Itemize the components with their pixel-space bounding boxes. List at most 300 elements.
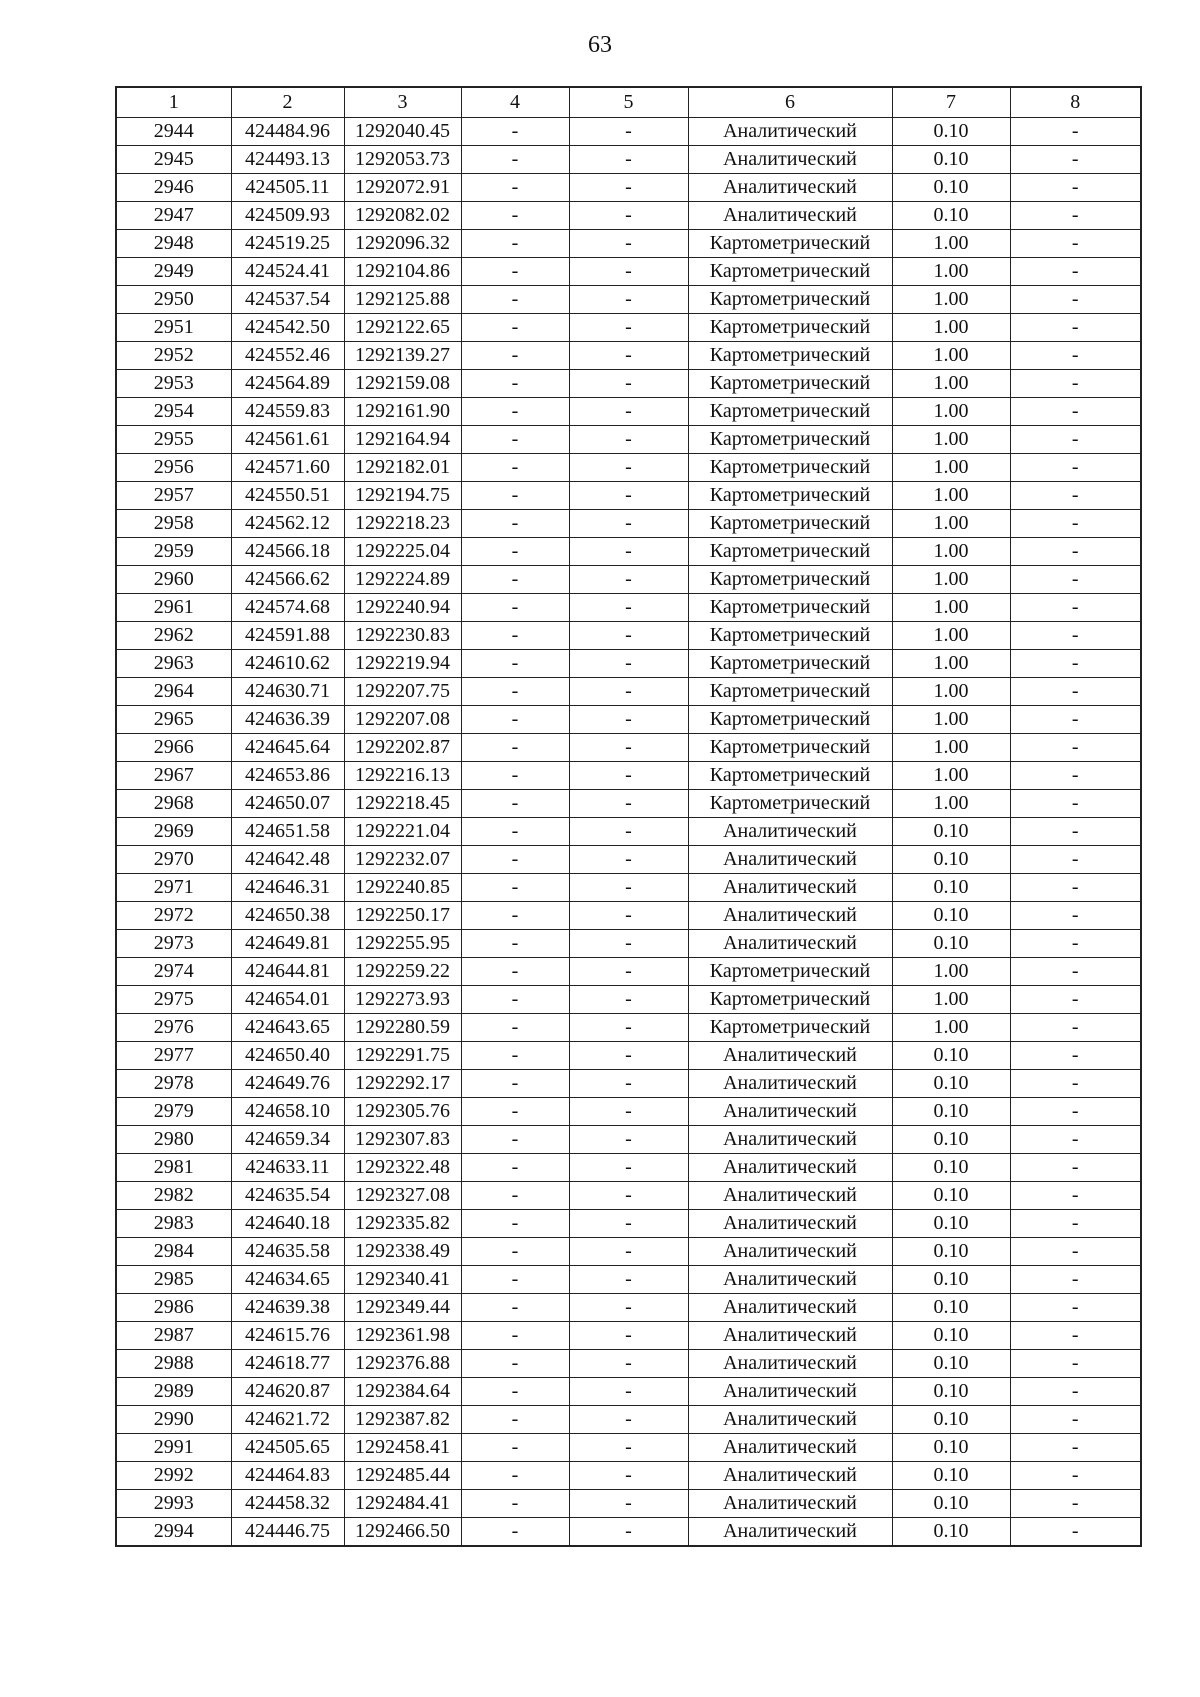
point-number-cell: 2976 [116, 1014, 231, 1042]
column-5-cell: - [569, 1490, 688, 1518]
method-cell: Аналитический [688, 146, 892, 174]
column-4-cell: - [461, 1350, 569, 1378]
column-5-cell: - [569, 174, 688, 202]
method-cell: Картометрический [688, 230, 892, 258]
table-row [116, 762, 1141, 790]
method-cell: Аналитический [688, 818, 892, 846]
y-coordinate-cell: 1292232.07 [344, 846, 461, 874]
column-4-cell: - [461, 454, 569, 482]
point-number-cell: 2956 [116, 454, 231, 482]
accuracy-cell: 1.00 [892, 762, 1010, 790]
point-number-cell: 2973 [116, 930, 231, 958]
table-row [116, 594, 1141, 622]
accuracy-cell: 0.10 [892, 146, 1010, 174]
column-4-cell: - [461, 1266, 569, 1294]
method-cell: Картометрический [688, 986, 892, 1014]
accuracy-cell: 1.00 [892, 398, 1010, 426]
column-8-cell: - [1010, 426, 1141, 454]
column-5-cell: - [569, 342, 688, 370]
y-coordinate-cell: 1292307.83 [344, 1126, 461, 1154]
column-4-cell: - [461, 790, 569, 818]
y-coordinate-cell: 1292466.50 [344, 1518, 461, 1547]
method-cell: Аналитический [688, 1462, 892, 1490]
y-coordinate-cell: 1292219.94 [344, 650, 461, 678]
column-5-cell: - [569, 930, 688, 958]
column-4-cell: - [461, 678, 569, 706]
y-coordinate-cell: 1292161.90 [344, 398, 461, 426]
method-cell: Картометрический [688, 454, 892, 482]
x-coordinate-cell: 424645.64 [231, 734, 344, 762]
column-4-cell: - [461, 902, 569, 930]
column-8-cell: - [1010, 314, 1141, 342]
y-coordinate-cell: 1292202.87 [344, 734, 461, 762]
table-row [116, 174, 1141, 202]
x-coordinate-cell: 424634.65 [231, 1266, 344, 1294]
method-cell: Аналитический [688, 118, 892, 146]
column-header: 1 [116, 87, 231, 118]
table-row [116, 790, 1141, 818]
column-8-cell: - [1010, 650, 1141, 678]
column-5-cell: - [569, 1182, 688, 1210]
point-number-cell: 2974 [116, 958, 231, 986]
table-row [116, 538, 1141, 566]
x-coordinate-cell: 424591.88 [231, 622, 344, 650]
accuracy-cell: 1.00 [892, 286, 1010, 314]
method-cell: Картометрический [688, 286, 892, 314]
table-row [116, 230, 1141, 258]
accuracy-cell: 1.00 [892, 1014, 1010, 1042]
column-8-cell: - [1010, 370, 1141, 398]
column-8-cell: - [1010, 286, 1141, 314]
column-8-cell: - [1010, 1042, 1141, 1070]
x-coordinate-cell: 424636.39 [231, 706, 344, 734]
y-coordinate-cell: 1292458.41 [344, 1434, 461, 1462]
column-4-cell: - [461, 846, 569, 874]
column-8-cell: - [1010, 510, 1141, 538]
accuracy-cell: 0.10 [892, 1238, 1010, 1266]
accuracy-cell: 1.00 [892, 594, 1010, 622]
point-number-cell: 2982 [116, 1182, 231, 1210]
x-coordinate-cell: 424615.76 [231, 1322, 344, 1350]
y-coordinate-cell: 1292387.82 [344, 1406, 461, 1434]
method-cell: Картометрический [688, 706, 892, 734]
y-coordinate-cell: 1292250.17 [344, 902, 461, 930]
table-row [116, 1462, 1141, 1490]
column-4-cell: - [461, 538, 569, 566]
x-coordinate-cell: 424509.93 [231, 202, 344, 230]
column-4-cell: - [461, 1518, 569, 1547]
y-coordinate-cell: 1292335.82 [344, 1210, 461, 1238]
point-number-cell: 2955 [116, 426, 231, 454]
column-5-cell: - [569, 398, 688, 426]
table-row [116, 482, 1141, 510]
table-row [116, 146, 1141, 174]
column-5-cell: - [569, 1042, 688, 1070]
column-5-cell: - [569, 1238, 688, 1266]
column-4-cell: - [461, 1406, 569, 1434]
accuracy-cell: 1.00 [892, 314, 1010, 342]
table-row [116, 986, 1141, 1014]
y-coordinate-cell: 1292259.22 [344, 958, 461, 986]
column-5-cell: - [569, 146, 688, 174]
accuracy-cell: 0.10 [892, 1210, 1010, 1238]
point-number-cell: 2964 [116, 678, 231, 706]
column-8-cell: - [1010, 874, 1141, 902]
column-4-cell: - [461, 1042, 569, 1070]
column-4-cell: - [461, 622, 569, 650]
method-cell: Аналитический [688, 1294, 892, 1322]
column-8-cell: - [1010, 1238, 1141, 1266]
y-coordinate-cell: 1292384.64 [344, 1378, 461, 1406]
x-coordinate-cell: 424649.76 [231, 1070, 344, 1098]
x-coordinate-cell: 424561.61 [231, 426, 344, 454]
column-8-cell: - [1010, 790, 1141, 818]
column-8-cell: - [1010, 202, 1141, 230]
column-8-cell: - [1010, 398, 1141, 426]
accuracy-cell: 0.10 [892, 118, 1010, 146]
method-cell: Картометрический [688, 510, 892, 538]
x-coordinate-cell: 424505.65 [231, 1434, 344, 1462]
point-number-cell: 2990 [116, 1406, 231, 1434]
column-5-cell: - [569, 1294, 688, 1322]
y-coordinate-cell: 1292122.65 [344, 314, 461, 342]
column-4-cell: - [461, 762, 569, 790]
x-coordinate-cell: 424618.77 [231, 1350, 344, 1378]
accuracy-cell: 0.10 [892, 1378, 1010, 1406]
accuracy-cell: 1.00 [892, 230, 1010, 258]
method-cell: Аналитический [688, 902, 892, 930]
column-5-cell: - [569, 790, 688, 818]
column-5-cell: - [569, 1434, 688, 1462]
method-cell: Картометрический [688, 734, 892, 762]
point-number-cell: 2971 [116, 874, 231, 902]
column-5-cell: - [569, 762, 688, 790]
column-8-cell: - [1010, 1294, 1141, 1322]
column-4-cell: - [461, 1210, 569, 1238]
table-row [116, 1406, 1141, 1434]
column-4-cell: - [461, 370, 569, 398]
point-number-cell: 2969 [116, 818, 231, 846]
point-number-cell: 2972 [116, 902, 231, 930]
point-number-cell: 2947 [116, 202, 231, 230]
method-cell: Картометрический [688, 594, 892, 622]
y-coordinate-cell: 1292139.27 [344, 342, 461, 370]
x-coordinate-cell: 424640.18 [231, 1210, 344, 1238]
method-cell: Картометрический [688, 790, 892, 818]
column-8-cell: - [1010, 538, 1141, 566]
accuracy-cell: 1.00 [892, 426, 1010, 454]
table-row [116, 258, 1141, 286]
accuracy-cell: 1.00 [892, 790, 1010, 818]
x-coordinate-cell: 424493.13 [231, 146, 344, 174]
column-4-cell: - [461, 1014, 569, 1042]
point-number-cell: 2989 [116, 1378, 231, 1406]
point-number-cell: 2981 [116, 1154, 231, 1182]
accuracy-cell: 0.10 [892, 902, 1010, 930]
column-4-cell: - [461, 986, 569, 1014]
method-cell: Аналитический [688, 1350, 892, 1378]
y-coordinate-cell: 1292221.04 [344, 818, 461, 846]
table-row [116, 1322, 1141, 1350]
point-number-cell: 2986 [116, 1294, 231, 1322]
table-row [116, 1350, 1141, 1378]
method-cell: Аналитический [688, 1490, 892, 1518]
x-coordinate-cell: 424464.83 [231, 1462, 344, 1490]
y-coordinate-cell: 1292273.93 [344, 986, 461, 1014]
column-5-cell: - [569, 1210, 688, 1238]
column-5-cell: - [569, 258, 688, 286]
table-row [116, 286, 1141, 314]
point-number-cell: 2951 [116, 314, 231, 342]
column-8-cell: - [1010, 1322, 1141, 1350]
table-row [116, 118, 1141, 146]
table-row [116, 1378, 1141, 1406]
table-row [116, 426, 1141, 454]
column-5-cell: - [569, 1322, 688, 1350]
column-8-cell: - [1010, 1126, 1141, 1154]
column-4-cell: - [461, 174, 569, 202]
accuracy-cell: 1.00 [892, 258, 1010, 286]
method-cell: Картометрический [688, 622, 892, 650]
x-coordinate-cell: 424542.50 [231, 314, 344, 342]
x-coordinate-cell: 424644.81 [231, 958, 344, 986]
method-cell: Картометрический [688, 650, 892, 678]
point-number-cell: 2966 [116, 734, 231, 762]
table-row [116, 1294, 1141, 1322]
column-4-cell: - [461, 258, 569, 286]
page-number: 63 [588, 32, 612, 58]
x-coordinate-cell: 424635.54 [231, 1182, 344, 1210]
point-number-cell: 2961 [116, 594, 231, 622]
accuracy-cell: 0.10 [892, 1154, 1010, 1182]
table-row [116, 1434, 1141, 1462]
x-coordinate-cell: 424537.54 [231, 286, 344, 314]
y-coordinate-cell: 1292216.13 [344, 762, 461, 790]
method-cell: Аналитический [688, 1182, 892, 1210]
table-row [116, 398, 1141, 426]
column-4-cell: - [461, 146, 569, 174]
column-4-cell: - [461, 118, 569, 146]
accuracy-cell: 0.10 [892, 1098, 1010, 1126]
x-coordinate-cell: 424574.68 [231, 594, 344, 622]
y-coordinate-cell: 1292053.73 [344, 146, 461, 174]
accuracy-cell: 1.00 [892, 622, 1010, 650]
y-coordinate-cell: 1292291.75 [344, 1042, 461, 1070]
column-5-cell: - [569, 482, 688, 510]
method-cell: Аналитический [688, 1434, 892, 1462]
column-5-cell: - [569, 958, 688, 986]
method-cell: Аналитический [688, 1322, 892, 1350]
y-coordinate-cell: 1292484.41 [344, 1490, 461, 1518]
column-4-cell: - [461, 1070, 569, 1098]
method-cell: Аналитический [688, 1266, 892, 1294]
column-8-cell: - [1010, 1154, 1141, 1182]
x-coordinate-cell: 424635.58 [231, 1238, 344, 1266]
accuracy-cell: 0.10 [892, 1042, 1010, 1070]
point-number-cell: 2968 [116, 790, 231, 818]
column-5-cell: - [569, 706, 688, 734]
table-row [116, 1154, 1141, 1182]
table-row [116, 622, 1141, 650]
accuracy-cell: 0.10 [892, 202, 1010, 230]
column-8-cell: - [1010, 118, 1141, 146]
method-cell: Картометрический [688, 678, 892, 706]
column-5-cell: - [569, 426, 688, 454]
table-row [116, 1518, 1141, 1547]
column-5-cell: - [569, 1070, 688, 1098]
table-row [116, 1210, 1141, 1238]
method-cell: Картометрический [688, 958, 892, 986]
accuracy-cell: 0.10 [892, 1182, 1010, 1210]
accuracy-cell: 1.00 [892, 678, 1010, 706]
table-row [116, 678, 1141, 706]
column-5-cell: - [569, 874, 688, 902]
column-header: 4 [461, 87, 569, 118]
point-number-cell: 2983 [116, 1210, 231, 1238]
accuracy-cell: 1.00 [892, 650, 1010, 678]
column-5-cell: - [569, 230, 688, 258]
column-8-cell: - [1010, 230, 1141, 258]
column-8-cell: - [1010, 342, 1141, 370]
column-8-cell: - [1010, 622, 1141, 650]
method-cell: Аналитический [688, 1406, 892, 1434]
table-row [116, 874, 1141, 902]
column-4-cell: - [461, 1462, 569, 1490]
accuracy-cell: 0.10 [892, 1350, 1010, 1378]
column-header: 6 [688, 87, 892, 118]
column-4-cell: - [461, 874, 569, 902]
accuracy-cell: 0.10 [892, 1294, 1010, 1322]
point-number-cell: 2949 [116, 258, 231, 286]
column-8-cell: - [1010, 1350, 1141, 1378]
column-8-cell: - [1010, 454, 1141, 482]
method-cell: Аналитический [688, 1126, 892, 1154]
coordinates-table [115, 86, 1142, 1547]
point-number-cell: 2958 [116, 510, 231, 538]
x-coordinate-cell: 424658.10 [231, 1098, 344, 1126]
accuracy-cell: 0.10 [892, 1462, 1010, 1490]
table-row [116, 902, 1141, 930]
column-4-cell: - [461, 930, 569, 958]
table-row [116, 1014, 1141, 1042]
x-coordinate-cell: 424620.87 [231, 1378, 344, 1406]
column-4-cell: - [461, 398, 569, 426]
column-8-cell: - [1010, 902, 1141, 930]
point-number-cell: 2963 [116, 650, 231, 678]
point-number-cell: 2967 [116, 762, 231, 790]
method-cell: Картометрический [688, 762, 892, 790]
column-header: 3 [344, 87, 461, 118]
y-coordinate-cell: 1292280.59 [344, 1014, 461, 1042]
table-row [116, 202, 1141, 230]
column-5-cell: - [569, 1350, 688, 1378]
column-8-cell: - [1010, 1098, 1141, 1126]
method-cell: Аналитический [688, 1154, 892, 1182]
x-coordinate-cell: 424654.01 [231, 986, 344, 1014]
column-5-cell: - [569, 1154, 688, 1182]
method-cell: Аналитический [688, 1070, 892, 1098]
point-number-cell: 2977 [116, 1042, 231, 1070]
point-number-cell: 2978 [116, 1070, 231, 1098]
method-cell: Картометрический [688, 1014, 892, 1042]
y-coordinate-cell: 1292292.17 [344, 1070, 461, 1098]
table-row [116, 510, 1141, 538]
table-row [116, 1098, 1141, 1126]
x-coordinate-cell: 424651.58 [231, 818, 344, 846]
point-number-cell: 2948 [116, 230, 231, 258]
column-5-cell: - [569, 622, 688, 650]
y-coordinate-cell: 1292327.08 [344, 1182, 461, 1210]
method-cell: Аналитический [688, 1238, 892, 1266]
x-coordinate-cell: 424562.12 [231, 510, 344, 538]
column-8-cell: - [1010, 1182, 1141, 1210]
table-row [116, 566, 1141, 594]
point-number-cell: 2959 [116, 538, 231, 566]
column-4-cell: - [461, 1126, 569, 1154]
column-5-cell: - [569, 1126, 688, 1154]
table-row [116, 314, 1141, 342]
method-cell: Картометрический [688, 426, 892, 454]
method-cell: Картометрический [688, 538, 892, 566]
table-row [116, 818, 1141, 846]
column-4-cell: - [461, 1294, 569, 1322]
table-row [116, 706, 1141, 734]
table-row [116, 1126, 1141, 1154]
point-number-cell: 2987 [116, 1322, 231, 1350]
column-4-cell: - [461, 314, 569, 342]
method-cell: Аналитический [688, 874, 892, 902]
column-4-cell: - [461, 1182, 569, 1210]
column-4-cell: - [461, 1378, 569, 1406]
y-coordinate-cell: 1292096.32 [344, 230, 461, 258]
method-cell: Аналитический [688, 846, 892, 874]
column-4-cell: - [461, 594, 569, 622]
point-number-cell: 2950 [116, 286, 231, 314]
accuracy-cell: 1.00 [892, 538, 1010, 566]
accuracy-cell: 1.00 [892, 958, 1010, 986]
point-number-cell: 2984 [116, 1238, 231, 1266]
column-4-cell: - [461, 342, 569, 370]
y-coordinate-cell: 1292040.45 [344, 118, 461, 146]
accuracy-cell: 1.00 [892, 370, 1010, 398]
column-8-cell: - [1010, 1406, 1141, 1434]
column-8-cell: - [1010, 566, 1141, 594]
x-coordinate-cell: 424642.48 [231, 846, 344, 874]
y-coordinate-cell: 1292485.44 [344, 1462, 461, 1490]
accuracy-cell: 1.00 [892, 454, 1010, 482]
column-5-cell: - [569, 1098, 688, 1126]
point-number-cell: 2993 [116, 1490, 231, 1518]
method-cell: Аналитический [688, 1210, 892, 1238]
column-5-cell: - [569, 594, 688, 622]
x-coordinate-cell: 424650.40 [231, 1042, 344, 1070]
column-8-cell: - [1010, 1266, 1141, 1294]
table-row [116, 1182, 1141, 1210]
table-header-row [116, 87, 1141, 118]
accuracy-cell: 1.00 [892, 986, 1010, 1014]
column-4-cell: - [461, 1322, 569, 1350]
table-row [116, 1070, 1141, 1098]
column-8-cell: - [1010, 958, 1141, 986]
point-number-cell: 2979 [116, 1098, 231, 1126]
column-4-cell: - [461, 482, 569, 510]
method-cell: Картометрический [688, 342, 892, 370]
point-number-cell: 2988 [116, 1350, 231, 1378]
column-header: 7 [892, 87, 1010, 118]
accuracy-cell: 0.10 [892, 1406, 1010, 1434]
accuracy-cell: 0.10 [892, 818, 1010, 846]
accuracy-cell: 1.00 [892, 510, 1010, 538]
